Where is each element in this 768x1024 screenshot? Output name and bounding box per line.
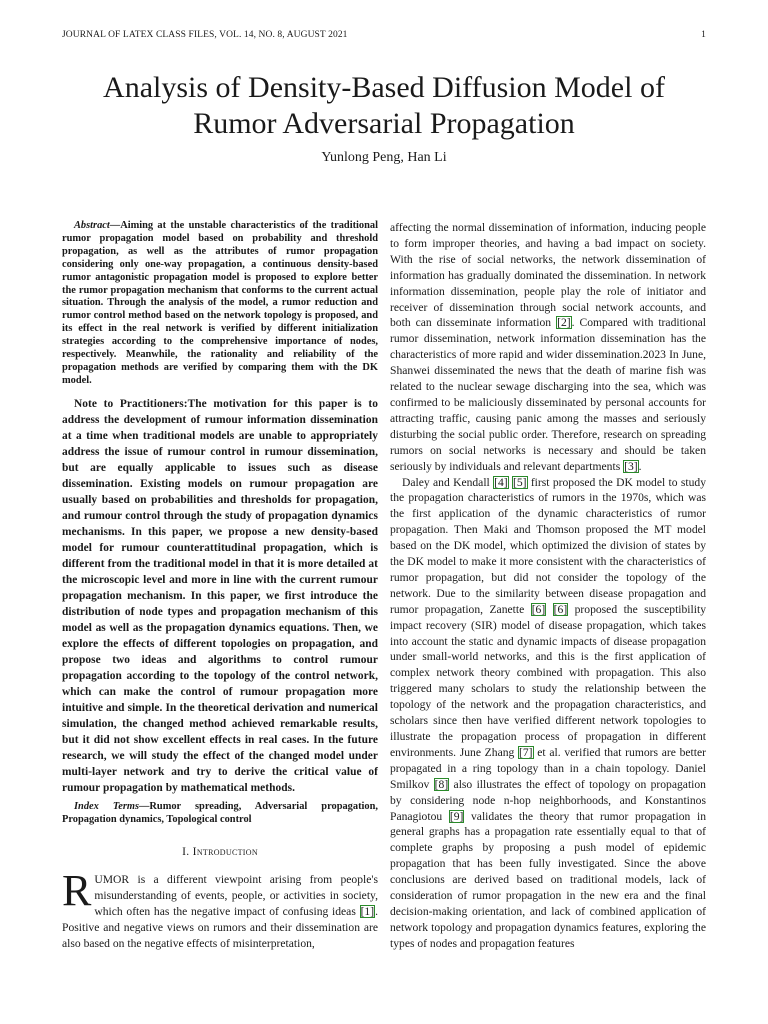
- p2-text-a: Daley and Kendall: [402, 475, 494, 489]
- title-line-2: Rumor Adversarial Propagation: [193, 107, 575, 140]
- running-head: [62, 30, 706, 40]
- citation-link[interactable]: [2]: [557, 316, 571, 330]
- journal-name: JOURNAL OF LATEX CLASS FILES, VOL. 14, NO. 8, AUGUST 2021: [62, 30, 348, 40]
- section-number: I.: [182, 844, 190, 858]
- p1-text-b: . Compared with traditional rumor dissemination, network information dissemination has the characteristics of more rapid and wider dissemination.2023 In June, Shanwei disseminated the news that the death of marine fish was related to the nuclear sewage discharging into the sea, which was confirmed to be maliciously disseminated by personal accounts for attracting traffic, causing panic among the masses and seriously disturbing the social public order. Therefore, research on spreading rumors on social networks is necessary and should be taken seriously by individuals and relevant departments: [390, 316, 706, 473]
- citation-link[interactable]: [1]: [360, 904, 375, 918]
- note-to-practitioners: Note to Practitioners:The motivation for this paper is to address the development of rumour information dissemination at a time when traditional models are unable to appropriately address the issue of rumour control in rumour dissemination, but are equally applicable to issues such as disease dissemination. Existing models on rumour propagation are usually based on probabilities and thresholds for propagation, and rumour control through the study of propagation dynamics mechanisms. In this paper, we propose a new density-based model for rumour counterattitudinal propagation, which is different from the traditional model in that it is more detailed at the microscopic level and more in line with the current rumour propagation mechanism. In this paper, we first introduce the distribution of node types and propagation mechanism of this model as well as the propagation dynamics equations. Then, we explore the effects of different topologies on propagation, and propose two ideas and algorithms to control rumour propagation according to the topology of the control network, which can make the control of rumour propagation more intuitive and simple. In the theoretical derivation and numerical simulation, the changed method achieved remarkable results, but it did not show excellent effects in real cases. In the future research, we will study the effect of the changed model under multi-layer network and try to derive the critical value of rumour propagation by mathematical methods.: [62, 397, 378, 794]
- section-heading-introduction: [62, 844, 378, 860]
- p2-text-f: validates the theory that rumor propagation in general graphs has a propagation rate essentially equal to that of complete graphs by proposing a push model of epidemic propagation that has been fully investigated. Since the above conclusions are derived based on traditional models, lack of consideration of rumor propagation in the new era and the final decision-making orientation, and lack of combined application of network topology and propagation dynamics features, exploring the types of nodes and propagation features: [390, 809, 706, 950]
- drop-cap: R: [62, 865, 92, 915]
- abstract-label: Abstract: [74, 220, 110, 231]
- p2-text-b: first proposed the DK model to study the propagation characteristics of rumors in the 1970s, which was the first application of the dynamic characteristics of rumor propagation. Then Maki and Thomson proposed the MT model based on the DK model, which optimized the division of states by the DK model to make it more consistent with the characteristics of rumor propagation, but did not consider the topology of the network. Due to the similarity between disease propagation and rumor propagation, Zanette: [390, 475, 706, 616]
- p2-text-d: et al. verified that rumors are better propagated in a ring topology than in a chain topology. Daniel Smilkov: [390, 745, 706, 791]
- author-list: Yunlong Peng, Han Li: [321, 150, 447, 165]
- citation-link[interactable]: [6]: [553, 602, 568, 616]
- citation-link[interactable]: [8]: [434, 777, 449, 791]
- citation-link[interactable]: [4]: [494, 475, 508, 489]
- p2-text-e: also illustrates the effect of topology on propagation by considering node n-hop neighborhoods, and Konstantinos Panagiotou: [390, 777, 706, 823]
- left-column: [62, 220, 378, 952]
- p1-text-a: affecting the normal dissemination of information, inducing people to form improper theories, and having a bad impact on society. With the rise of social networks, the network dissemination of information has gradually dominated the dissemination. In network information dissemination, people play the role of initiator and receiver of dissemination through social network accounts, and both can disseminate information: [390, 221, 706, 330]
- intro-paragraph-continued: [390, 220, 706, 475]
- section-title: Introduction: [192, 844, 258, 858]
- title-line-1: Analysis of Density-Based Diffusion Model of: [103, 71, 665, 104]
- intro-text-a: is a different viewpoint arising from people's misunderstanding of events, people, or activities in society, which often has the negative impact of confusing ideas: [94, 872, 378, 918]
- intro-paragraph: [62, 865, 378, 952]
- index-terms-label: Index Terms: [74, 800, 140, 812]
- citation-link[interactable]: [9]: [449, 809, 464, 823]
- citation-link[interactable]: [7]: [519, 745, 533, 759]
- citation-link[interactable]: [5]: [512, 475, 527, 489]
- page-number: 1: [701, 30, 706, 40]
- intro-caps: UMOR: [94, 872, 130, 886]
- abstract-text: —Aiming at the unstable characteristics of the traditional rumor propagation model based on probability and threshold propagation, as well as the attributes of rumor propagation considering only one-way propagation, a continuous density-based rumor antagonistic propagation model is proposed to explore better the rumor propagation mechanism that conforms to the current actual situation. Through the analysis of the model, a rumor reduction and rumor control method based on the network topology is proposed, and its effect in the real network is verified by different initialization strategies according to the comprehensive importance of nodes, respectively. Meanwhile, the rationality and reliability of the propagation methods are verified by comparing them with the DK model.: [62, 220, 378, 386]
- related-work-paragraph: [390, 475, 706, 952]
- right-column: [390, 220, 706, 952]
- p2-text-c: proposed the susceptibility impact recovery (SIR) model of disease propagation, which takes into account the static and dynamic impacts of disease propagation under small-world networks, and this is the first application of complex network theory combined with propagation. This also triggered many scholars to study the relationship between the topology of the network and the propagation characteristics, and scholars since then have verified different network topologies to illustrate the propagation process of propagation in different environments. June Zhang: [390, 602, 706, 759]
- intro-text-b: . Positive and negative views on rumors and their dissemination are also based on the negative effects of misinterpretation,: [62, 904, 378, 950]
- citation-link[interactable]: [3]: [624, 459, 638, 473]
- index-terms: [62, 800, 378, 826]
- citation-link[interactable]: [6]: [531, 602, 546, 616]
- paper-title: [60, 70, 708, 142]
- index-terms-text: —Rumor spreading, Adversarial propagation, Propagation dynamics, Topological control: [62, 800, 378, 825]
- abstract: [62, 220, 378, 388]
- p1-text-c: .: [638, 459, 642, 473]
